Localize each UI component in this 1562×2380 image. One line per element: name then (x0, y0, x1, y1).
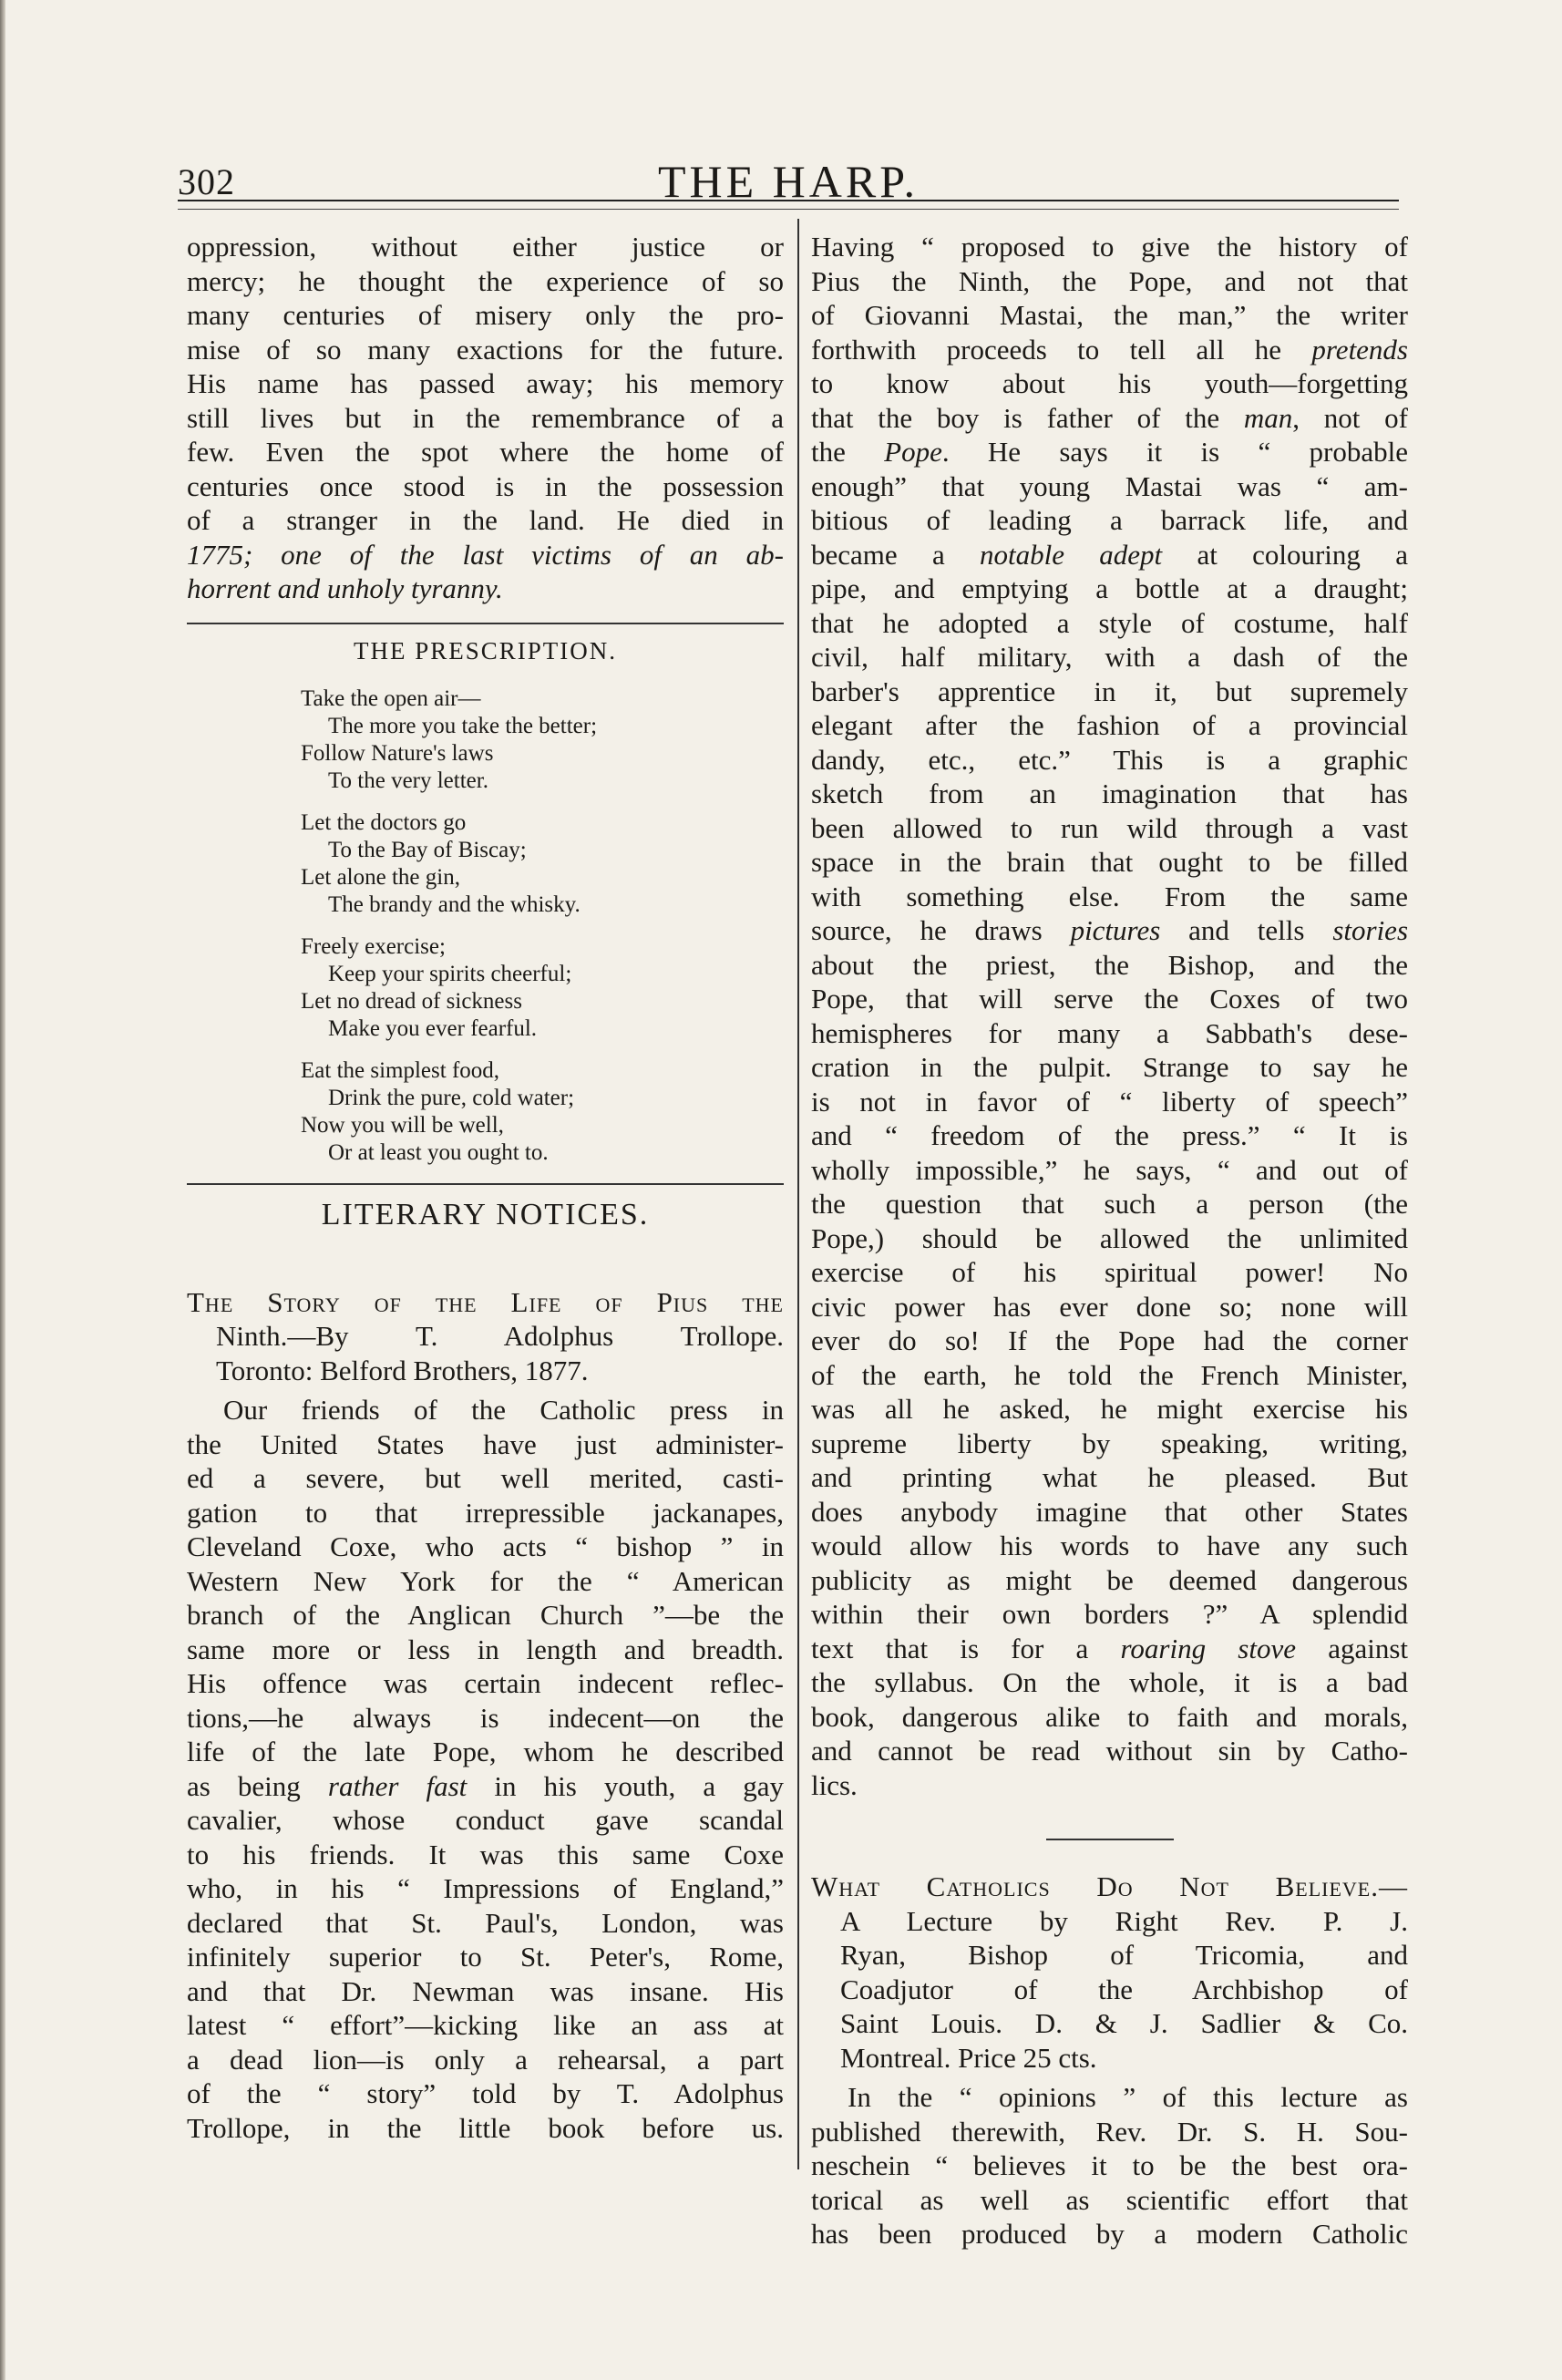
right-column (811, 230, 1408, 2251)
text-run: at colouring a (1162, 538, 1408, 571)
text-line: and that Dr. Newman was insane. His (187, 1974, 784, 2007)
text-line: ed a severe, but well merited, casti- (187, 1462, 784, 1494)
italic-text: man (1243, 401, 1293, 434)
text-line: Trollope, in the little book before us. (187, 2111, 784, 2144)
italic-text: rather fast (327, 1769, 468, 1802)
text-run: and tells (1160, 914, 1333, 946)
intro-paragraph (187, 230, 784, 606)
text-line (811, 913, 1408, 948)
text-line: pipe, and emptying a bottle at a draught; (811, 572, 1408, 604)
text-line: Cleveland Coxe, who acts “ bishop ” in (187, 1530, 784, 1562)
text-line: centuries once stood is in the possession (187, 469, 784, 502)
book-title-line: The Story of the Life of Pius the (187, 1285, 784, 1318)
text-line: Our friends of the Catholic press in (223, 1394, 784, 1426)
text-run: , not of (1292, 401, 1409, 434)
text-line: life of the late Pope, whom he described (187, 1736, 784, 1767)
italic-text: Pope (884, 436, 942, 468)
text-line: of Giovanni Mastai, the man,” the writer (811, 299, 1408, 331)
literary-notices-title: LITERARY NOTICES. (321, 1197, 650, 1231)
text-line: and printing what he pleased. But (811, 1461, 1408, 1493)
text-line: His offence was certain indecent reflec- (187, 1667, 784, 1699)
poem-line: Follow Nature's laws (301, 740, 494, 766)
left-column (187, 230, 784, 2145)
text-line: latest “ effort”—kicking like an ass at (187, 2009, 784, 2041)
text-line: the question that such a person (the (811, 1188, 1408, 1220)
text-line: sketch from an imagination that has (811, 778, 1408, 809)
text-line: tions,—he always is indecent—on the (187, 1701, 784, 1734)
text-line: and “ freedom of the press.” “ It is (811, 1119, 1408, 1151)
text-line: of the earth, he told the French Minister, (811, 1358, 1408, 1391)
text-line: with something else. From the same (811, 880, 1408, 912)
poem-stanza (301, 1057, 784, 1167)
text-line: Western New York for the “ American (187, 1564, 784, 1597)
poem-line: Let no dread of sickness (301, 988, 522, 1014)
text-line: book, dangerous alike to faith and morals, (811, 1700, 1408, 1733)
text-line: published therewith, Rev. Dr. S. H. Sou- (811, 2115, 1408, 2148)
text-line: many centuries of misery only the pro- (187, 299, 784, 331)
book-title-line: Ninth.—By T. Adolphus Trollope. (216, 1320, 784, 1352)
text-line: branch of the Anglican Church ”—be the (187, 1599, 784, 1631)
book-title-line: A Lecture by Right Rev. P. J. (840, 1904, 1408, 1937)
poem-stanza (301, 685, 784, 795)
text-run: that the boy is father of the (811, 401, 1244, 434)
text-line: same more or less in length and breadth. (187, 1633, 784, 1665)
poem-stanza (301, 933, 784, 1043)
italic-text: pictures (1070, 914, 1161, 946)
text-line: Pope, that will serve the Coxes of two (811, 983, 1408, 1015)
text-line: cration in the pulpit. Strange to say he (811, 1051, 1408, 1083)
text-line: to his friends. It was this same Coxe (187, 1838, 784, 1870)
text-line (811, 1632, 1408, 1666)
text-line: dandy, etc., etc.” This is a graphic (811, 743, 1408, 776)
text-run: forthwith proceeds to tell all he (811, 333, 1312, 366)
text-run: as being (187, 1769, 328, 1802)
text-line (811, 538, 1408, 572)
book-heading (811, 1870, 1408, 2075)
section-divider (187, 1183, 784, 1185)
italic-text: horrent and unholy tyranny. (187, 572, 503, 604)
text-line (811, 401, 1408, 436)
text-line: space in the brain that ought to be filled (811, 846, 1408, 878)
text-line: mise of so many exactions for the future. (187, 333, 784, 366)
poem-line: To the Bay of Biscay; (328, 837, 527, 862)
text-line: is not in favor of “ liberty of speech” (811, 1085, 1408, 1118)
text-line (811, 333, 1408, 367)
text-line: elegant after the fashion of a provincial (811, 709, 1408, 741)
review-paragraph (187, 1393, 784, 2145)
italic-text: pretends (1311, 333, 1408, 366)
text-line: supreme liberty by speaking, writing, (811, 1427, 1408, 1459)
text-line: publicity as might be deemed dangerous (811, 1563, 1408, 1596)
text-line: few. Even the spot where the home of (187, 436, 784, 468)
book-title-line: What Catholics Do Not Believe.— (811, 1870, 1408, 1902)
text-line: infinitely superior to St. Peter's, Rome, (187, 1941, 784, 1973)
text-line: Pope,) should be allowed the unlimited (811, 1221, 1408, 1254)
book-publisher-line: Toronto: Belford Brothers, 1877. (216, 1354, 589, 1386)
book-heading (187, 1285, 784, 1388)
text-line: declared that St. Paul's, London, was (187, 1906, 784, 1939)
text-line: enough” that young Mastai was “ am- (811, 469, 1408, 502)
text-line (187, 1769, 784, 1804)
poem-line: Keep your spirits cheerful; (328, 961, 572, 986)
poem-line: The more you take the better; (328, 713, 598, 738)
poem-line: Make you ever fearful. (328, 1015, 538, 1041)
poem-line: Or at least you ought to. (328, 1139, 549, 1165)
italic-text: notable adept (980, 538, 1163, 571)
poem-line: The brandy and the whisky. (328, 891, 581, 917)
section-divider (187, 623, 784, 624)
text-line: of the “ story” told by T. Adolphus (187, 2077, 784, 2109)
text-line: within their own borders ?” A splendid (811, 1598, 1408, 1630)
text-line: has been produced by a modern Catholic (811, 2218, 1408, 2250)
running-title: THE HARP. (657, 156, 920, 207)
header-rule-thin (178, 209, 1399, 210)
short-divider (1046, 1839, 1174, 1840)
poem-line: Eat the simplest food, (301, 1057, 500, 1083)
text-line: Pius the Ninth, the Pope, and not that (811, 264, 1408, 297)
text-line: been allowed to run wild through a vast (811, 811, 1408, 844)
text-line: neschein “ believes it to be the best ora- (811, 2149, 1408, 2181)
text-line: was all he asked, he might exercise his (811, 1393, 1408, 1425)
page-number: 302 (178, 161, 235, 202)
text-line: a dead lion—is only a rehearsal, a part (187, 2043, 784, 2076)
text-line: In the “ opinions ” of this lecture as (848, 2081, 1408, 2113)
poem-line: Let alone the gin, (301, 864, 460, 890)
text-line: hemispheres for many a Sabbath's dese- (811, 1016, 1408, 1049)
poem-title: THE PRESCRIPTION. (353, 636, 618, 665)
italic-text: 1775; one of the last victims of an ab- (187, 538, 784, 571)
text-run: against (1296, 1632, 1408, 1664)
book-title-line: Coadjutor of the Archbishop of (840, 1973, 1408, 2005)
text-line: who, in his “ Impressions of England,” (187, 1872, 784, 1904)
book-publisher-line: Saint Louis. D. & J. Sadlier & Co. (840, 2007, 1408, 2039)
text-line: would allow his words to have any such (811, 1530, 1408, 1561)
text-line: of a stranger in the land. He died in (187, 504, 784, 536)
text-line: that he adopted a style of costume, half (811, 606, 1408, 639)
text-line: His name has passed away; his memory (187, 367, 784, 399)
text-line: the syllabus. On the whole, it is a bad (811, 1666, 1408, 1698)
text-line: ever do so! If the Pope had the corner (811, 1324, 1408, 1356)
text-line-italic (187, 572, 784, 606)
text-run: . He says it is “ probable (941, 436, 1409, 468)
poem-line: Drink the pure, cold water; (328, 1085, 575, 1110)
text-line-italic (187, 538, 784, 572)
poem-line: Take the open air— (301, 685, 481, 711)
text-run: the (811, 436, 885, 468)
text-line: cavalier, whose conduct gave scandal (187, 1804, 784, 1836)
book-publisher-line: Montreal. Price 25 cts. (840, 2041, 1097, 2074)
poem-stanza (301, 809, 784, 919)
page-edge (0, 0, 5, 2380)
text-line: the United States have just administer- (187, 1427, 784, 1460)
text-line: to know about his youth—forgetting (811, 367, 1408, 399)
text-line: about the priest, the Bishop, and the (811, 948, 1408, 981)
text-run: text that is for a (811, 1632, 1121, 1664)
text-line: still lives but in the remembrance of a (187, 401, 784, 434)
poem-line: Freely exercise; (301, 933, 446, 959)
text-line: lics. (811, 1768, 858, 1801)
text-line: gation to that irrepressible jackanapes, (187, 1496, 784, 1529)
poem-line: Now you will be well, (301, 1112, 504, 1138)
text-line: civic power has ever done so; none will (811, 1290, 1408, 1323)
poem (187, 637, 784, 1167)
text-line (811, 435, 1408, 469)
poem-line: Let the doctors go (301, 809, 467, 835)
text-line: mercy; he thought the experience of so (187, 264, 784, 297)
text-line: barber's apprentice in it, but supremely (811, 675, 1408, 707)
text-line: oppression, without either justice or (187, 231, 784, 263)
text-line: Having “ proposed to give the history of (811, 231, 1408, 263)
text-line: exercise of his spiritual power! No (811, 1256, 1408, 1288)
book-title-line: Ryan, Bishop of Tricomia, and (840, 1939, 1408, 1971)
italic-text: roaring stove (1120, 1632, 1296, 1664)
text-line: bitious of leading a barrack life, and (811, 504, 1408, 536)
poem-line: To the very letter. (328, 768, 488, 793)
text-line: civil, half military, with a dash of the (811, 641, 1408, 673)
review-continuation (811, 230, 1408, 1802)
text-run: in his youth, a gay (467, 1769, 785, 1802)
page-header (178, 128, 1399, 207)
text-line: wholly impossible,” he says, “ and out of (811, 1153, 1408, 1186)
text-line: does anybody imagine that other States (811, 1495, 1408, 1528)
header-rule (178, 200, 1399, 201)
text-line: torical as well as scientific effort that (811, 2183, 1408, 2216)
text-line: and cannot be read without sin by Catho- (811, 1735, 1408, 1767)
text-run: became a (811, 538, 980, 571)
column-divider (797, 219, 799, 2169)
review-paragraph (811, 2080, 1408, 2251)
italic-text: stories (1332, 914, 1409, 946)
text-run: source, he draws (811, 914, 1071, 946)
